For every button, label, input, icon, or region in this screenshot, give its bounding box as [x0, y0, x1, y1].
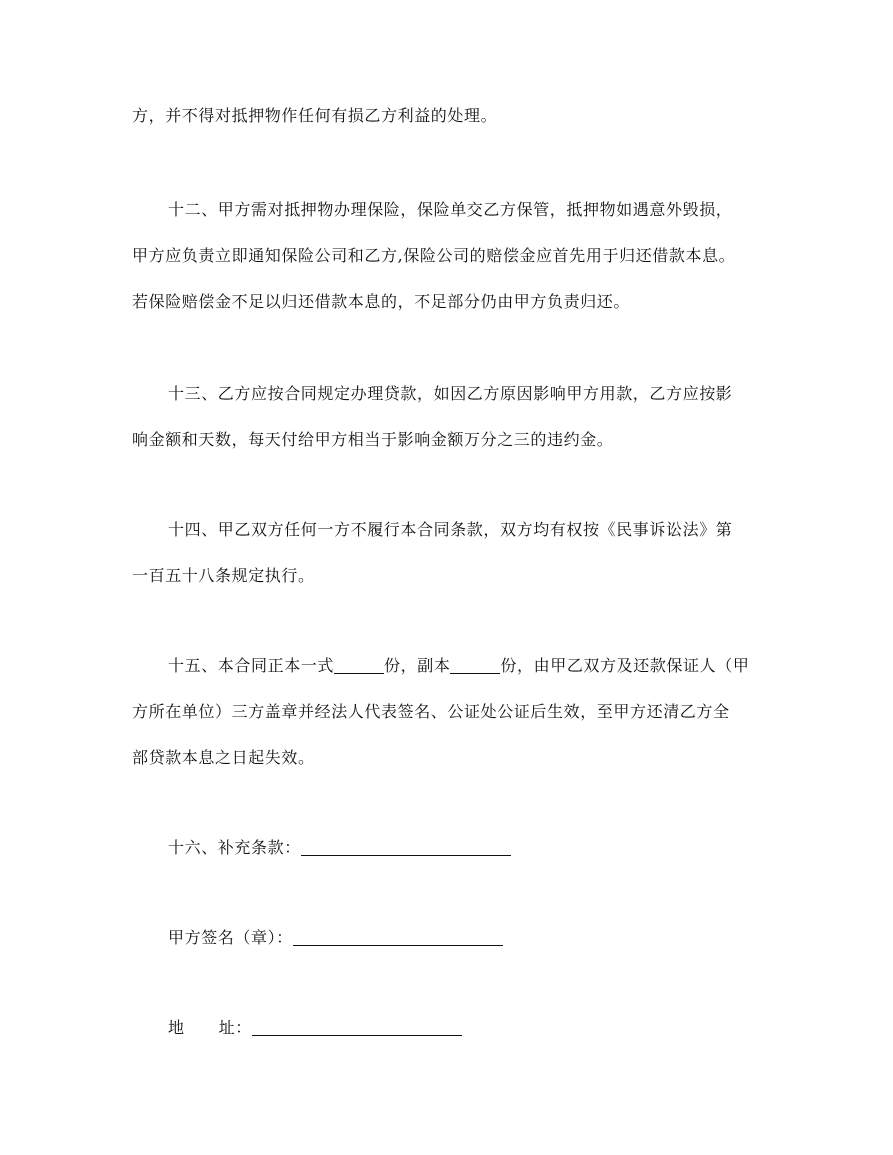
clause-12-line-1: 十二、甲方需对抵押物办理保险，保险单交乙方保管，抵押物如遇意外毁损，: [168, 200, 733, 219]
clause-12-line-2: 甲方应负责立即通知保险公司和乙方,保险公司的赔偿金应首先用于归还借款本息。: [132, 246, 736, 265]
clause-13-line-1: 十三、乙方应按合同规定办理贷款，如因乙方原因影响甲方用款，乙方应按影: [168, 384, 733, 403]
clause-16-line: [168, 838, 511, 858]
duplicate-copies-blank[interactable]: [450, 657, 500, 674]
address-blank[interactable]: [252, 1019, 462, 1036]
clause-12-line-3: 若保险赔偿金不足以归还借款本息的，不足部分仍由甲方负责归还。: [132, 292, 631, 311]
supplementary-terms-blank[interactable]: [301, 839, 511, 856]
supplementary-terms-label: 十六、补充条款：: [168, 838, 301, 857]
party-a-signature-label: 甲方签名（章）：: [168, 928, 293, 947]
continuation-line: 方，并不得对抵押物作任何有损乙方利益的处理。: [132, 106, 498, 125]
clause-15-text-b: 份，副本: [384, 656, 451, 675]
original-copies-blank[interactable]: [334, 657, 384, 674]
clause-15-line-3: 部贷款本息之日起失效。: [132, 748, 315, 767]
clause-15-line-2: 方所在单位）三方盖章并经法人代表签名、公证处公证后生效，至甲方还清乙方全: [132, 702, 730, 721]
address-line: [168, 1018, 462, 1038]
clause-13-line-2: 响金额和天数，每天付给甲方相当于影响金额万分之三的违约金。: [132, 430, 614, 449]
address-label-char-1: 地: [168, 1018, 185, 1037]
clause-15-line-1: [168, 656, 749, 676]
clause-15-text-a: 十五、本合同正本一式: [168, 656, 335, 675]
clause-15-text-c: 份，由甲乙双方及还款保证人（甲: [500, 656, 750, 675]
clause-14-line-1: 十四、甲乙双方任何一方不履行本合同条款，双方均有权按《民事诉讼法》第: [168, 520, 733, 539]
address-label-char-2: 址：: [218, 1018, 252, 1037]
party-a-signature-blank[interactable]: [293, 929, 503, 946]
signature-line: [168, 928, 503, 948]
clause-14-line-2: 一百五十八条规定执行。: [132, 566, 315, 585]
